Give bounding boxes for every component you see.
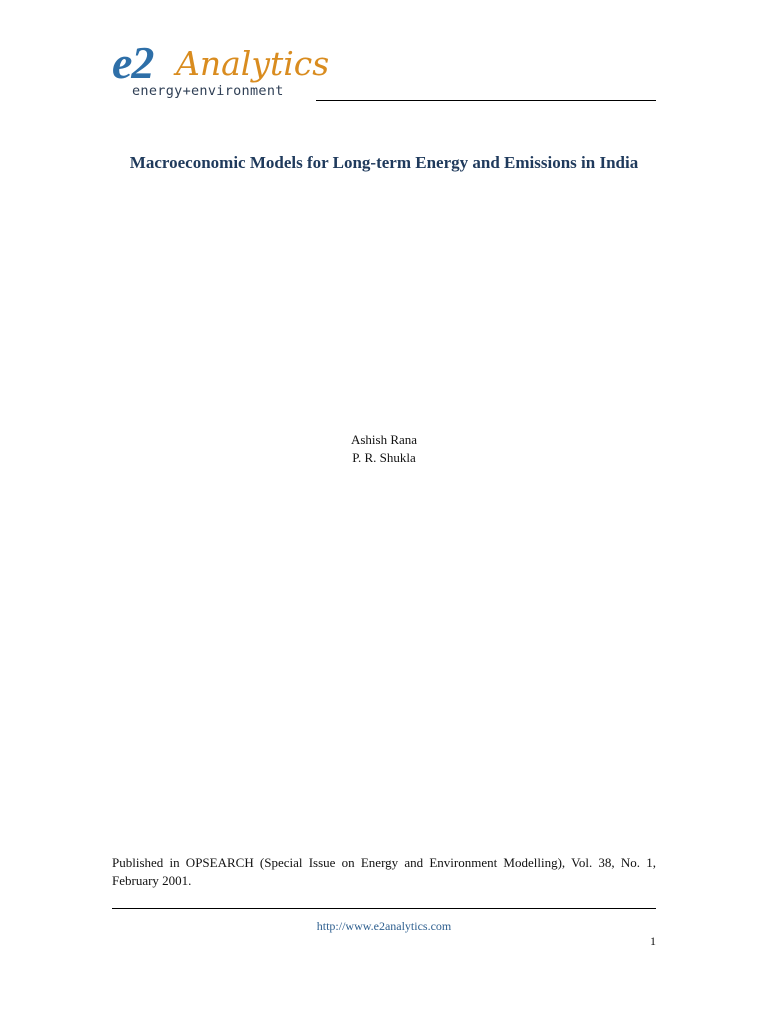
page-number: 1 (650, 934, 656, 948)
logo-e2-mark: e2 (112, 37, 154, 88)
author-name: P. R. Shukla (352, 450, 416, 465)
logo-analytics-wordmark: Analytics (176, 44, 330, 83)
logo-tagline: energy+environment (132, 83, 284, 99)
header-divider (316, 100, 656, 101)
publication-note: Published in OPSEARCH (Special Issue on Energy and Environment Modelling), Vol. 38, No. 1, February 2001. (112, 855, 656, 888)
footer-divider (112, 908, 656, 909)
document-title: Macroeconomic Models for Long-term Energy and Emissions in India (129, 153, 639, 172)
author-name: Ashish Rana (350, 432, 418, 447)
e2-analytics-logo (112, 37, 330, 104)
author-list (0, 431, 768, 467)
footer-url-link[interactable]: http://www.e2analytics.com (316, 919, 452, 933)
